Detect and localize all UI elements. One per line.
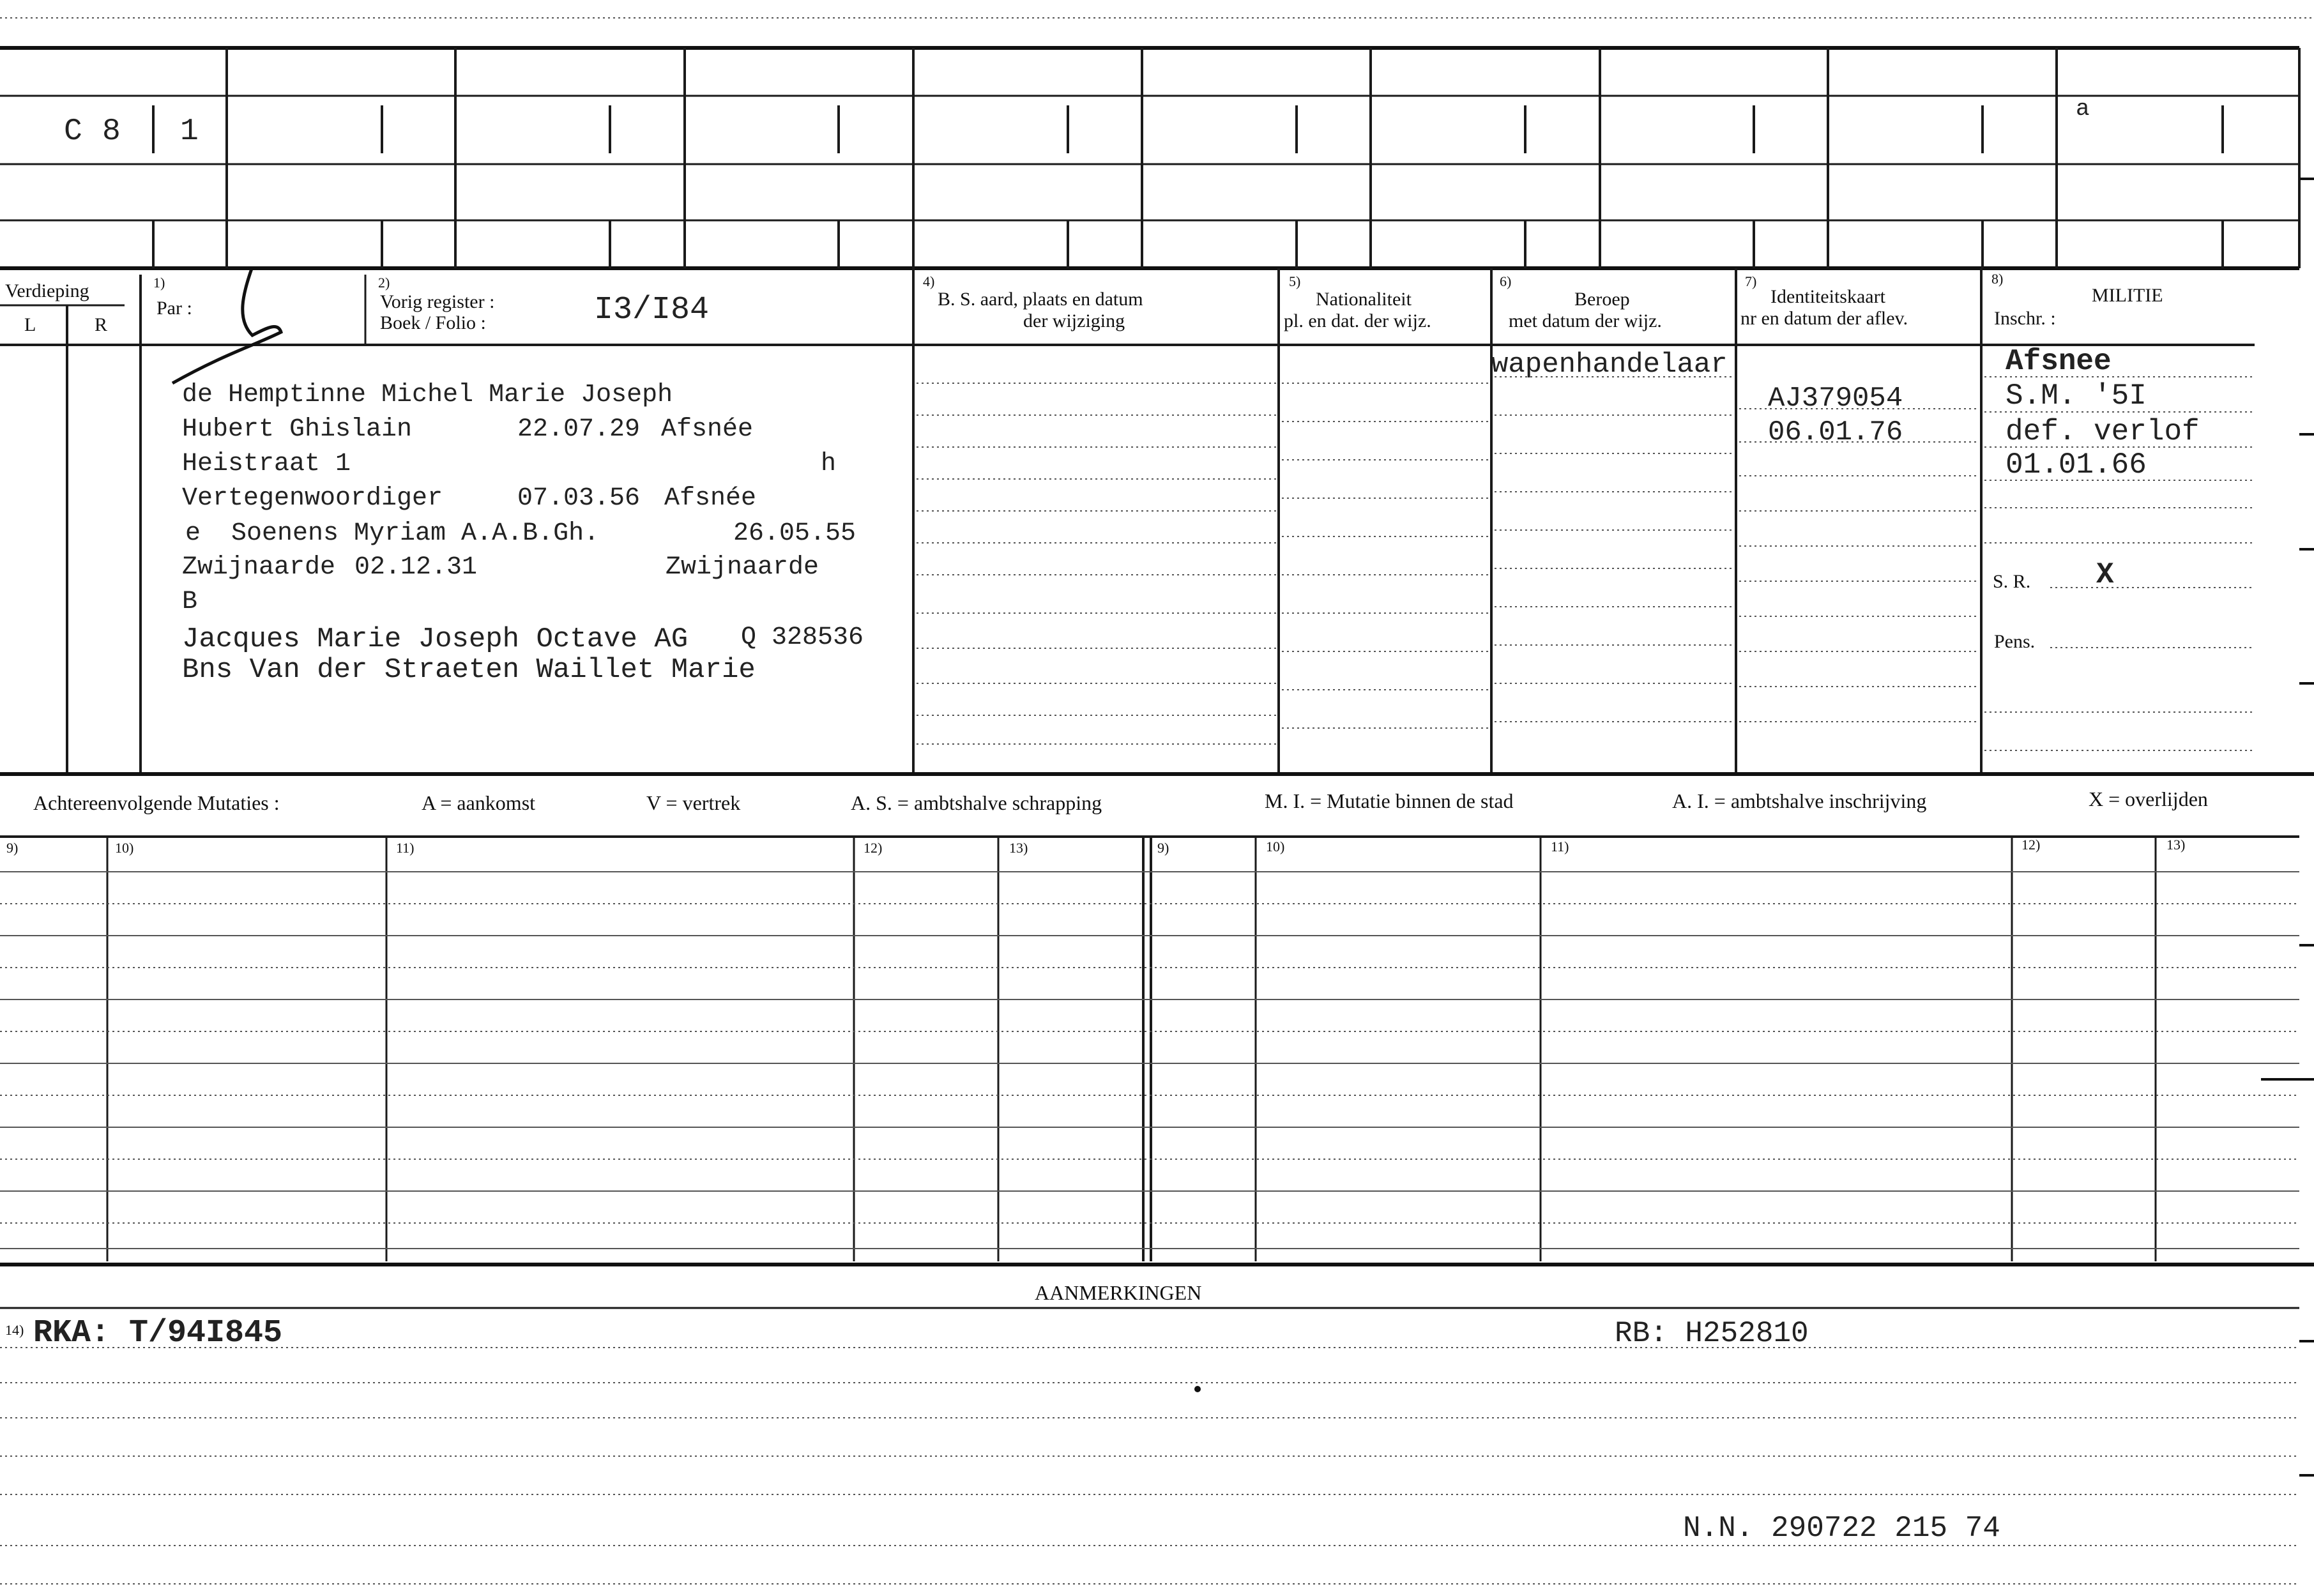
militie-heading: MILITIE [2092, 285, 2163, 306]
aanmerkingen-section [0, 1281, 2299, 1584]
sr-label: S. R. [1993, 571, 2031, 592]
person-occupation: Vertegenwoordiger [182, 484, 443, 513]
militie-date: 01.01.66 [2006, 448, 2147, 482]
id-card-date: 06.01.76 [1768, 416, 1903, 448]
top-grid [0, 48, 2299, 268]
note-7-label: 7) [1745, 273, 1757, 289]
identiteitskaart-subheading: nr en datum der aflev. [1740, 308, 1908, 329]
legend-ambtshalve-schrapping: A. S. = ambtshalve schrapping [851, 791, 1102, 814]
grid-cell-letter: C [64, 114, 82, 149]
beroep-value: wapenhandelaar [1491, 349, 1728, 381]
note-6-label: 6) [1500, 273, 1512, 289]
note-14-label: 14) [5, 1322, 24, 1338]
person-line-7: B [182, 588, 198, 616]
grid-cell-number: 1 [180, 114, 199, 149]
note-5-label: 5) [1289, 273, 1301, 289]
legend-ambtshalve-inschrijving: A. I. = ambtshalve inschrijving [1672, 789, 1927, 812]
mut-left-col-12: 12) [864, 840, 883, 856]
militie-sm: S.M. '5I [2006, 379, 2147, 413]
note-4-label: 4) [923, 273, 935, 289]
verdieping-label: Verdieping [5, 280, 89, 301]
person-occupation-date: 07.03.56 [517, 484, 641, 513]
right-edge-marks [2261, 179, 2314, 1475]
person-birth-date: 22.07.29 [517, 415, 641, 444]
person-occupation-place: Afsnée [664, 484, 757, 513]
mut-right-col-12: 12) [2021, 837, 2041, 853]
pens-label: Pens. [1994, 631, 2036, 652]
spouse-birth-place-2: Zwijnaarde [666, 553, 819, 582]
grid-cell-digit: 8 [102, 114, 121, 149]
beroep-subheading: met datum der wijz. [1509, 310, 1662, 331]
beroep-heading: Beroep [1574, 289, 1630, 310]
col-l-label: L [24, 314, 36, 335]
vorig-register-label: Vorig register : [380, 291, 495, 312]
person-block [182, 381, 864, 686]
note-1-label: 1) [153, 275, 165, 291]
mut-left-col-13: 13) [1009, 840, 1028, 856]
legend-mutatie-stad: M. I. = Mutatie binnen de stad [1265, 789, 1514, 812]
person-name-2: Hubert Ghislain [182, 415, 413, 444]
person-address-mark: h [821, 450, 837, 478]
nationaliteit-heading: Nationaliteit [1316, 289, 1412, 310]
ink-dot [1194, 1386, 1201, 1392]
mut-right-col-10: 10) [1266, 839, 1285, 855]
bs-heading-line2: der wijziging [1023, 310, 1125, 331]
register-value: I3/I84 [594, 292, 710, 328]
note-2-label: 2) [378, 275, 390, 291]
par-label: Par : [156, 298, 192, 319]
child-spouse-name: Bns Van der Straeten Waillet Marie [182, 654, 756, 686]
mutaties-title: Achtereenvolgende Mutaties : [33, 791, 280, 814]
legend-aankomst: A = aankomst [422, 791, 536, 814]
mut-left-col-9: 9) [6, 840, 19, 856]
col-r-label: R [95, 314, 108, 335]
child-code: Q 328536 [741, 623, 864, 652]
inschr-label: Inschr. : [1994, 308, 2056, 329]
spouse-prefix: e [185, 519, 201, 548]
spouse-name: Soenens Myriam A.A.B.Gh. [231, 519, 600, 548]
spouse-date: 26.05.55 [733, 519, 856, 548]
legend-overlijden: X = overlijden [2089, 787, 2208, 810]
bs-heading-line1: B. S. aard, plaats en datum [938, 289, 1143, 310]
mut-right-col-13: 13) [2166, 837, 2186, 853]
boek-folio-label: Boek / Folio : [380, 312, 486, 333]
nationaliteit-subheading: pl. en dat. der wijz. [1284, 310, 1431, 331]
person-line-1: de Hemptinne Michel Marie Joseph [182, 381, 673, 409]
mut-right-col-11: 11) [1551, 839, 1569, 855]
identiteitskaart-heading: Identiteitskaart [1770, 286, 1885, 307]
child-name: Jacques Marie Joseph Octave AG [182, 623, 689, 655]
mut-right-col-9: 9) [1157, 840, 1169, 856]
mutaties-section [0, 774, 2314, 1265]
militie-place: Afsnee [2006, 345, 2112, 378]
aanmerkingen-rows [0, 1348, 2299, 1584]
nn-value: N.N. 290722 215 74 [1683, 1512, 2000, 1545]
militie-verlof: def. verlof [2006, 415, 2200, 448]
spouse-birth-date: 02.12.31 [354, 553, 478, 582]
person-address: Heistraat 1 [182, 450, 351, 478]
aanmerkingen-title: AANMERKINGEN [1035, 1281, 1202, 1304]
note-8-label: 8) [1991, 271, 2004, 287]
rb-value: RB: H252810 [1615, 1317, 1809, 1350]
spouse-birth-place: Zwijnaarde [182, 553, 336, 582]
person-birth-place: Afsnée [661, 415, 754, 444]
grid-corner-mark: a [2076, 96, 2090, 122]
column-values [1491, 345, 2255, 652]
handwritten-par-mark [172, 267, 281, 383]
sr-value: X [2096, 558, 2114, 591]
id-card-number: AJ379054 [1768, 383, 1903, 414]
mut-left-col-11: 11) [396, 840, 415, 856]
mut-left-col-10: 10) [115, 840, 134, 856]
rka-value: RKA: T/94I845 [33, 1315, 283, 1351]
legend-vertrek: V = vertrek [646, 791, 741, 814]
